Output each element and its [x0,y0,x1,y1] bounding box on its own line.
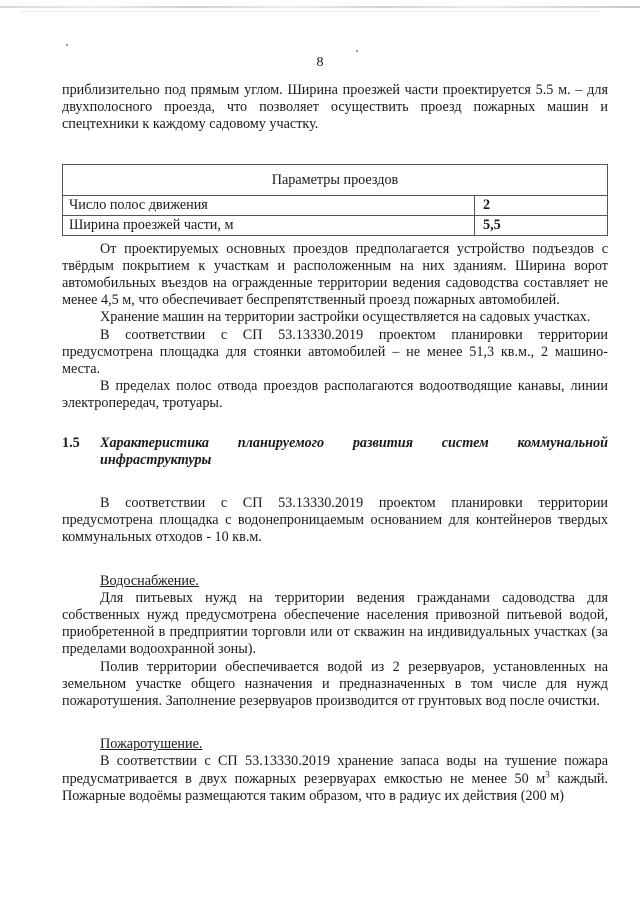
section-number: 1.5 [62,434,80,451]
cubic-superscript: 3 [545,768,550,779]
intro-paragraph: приблизительно под прямым углом. Ширина проезжей части проектируется 5.5 м. – для двухполосного проезда, что позволяет осуществить проезд пожарных машин и спецтехники к каждому садовому участку. [62,82,608,133]
section-heading [62,435,608,469]
scan-speck [66,44,68,46]
document-body [62,82,608,805]
paragraph-access-roads: От проектируемых основных проездов предполагается устройство подъездов с твёрдым покрытием к участкам и расположенным на них зданиям. Ширина ворот автомобильных въездов на огражденные территории ведения садоводства составляет не менее 4,5 м, что обеспечивает беспрепятственный проезд пожарных автомобилей. [62,240,608,309]
table-cell-label: Ширина проезжей части, м [63,215,475,235]
scan-artifact-top-faint [20,11,600,12]
paragraph-right-of-way: В пределах полос отвода проездов располагаются водоотводящие канавы, линии электропередач, тротуары. [62,378,608,412]
section-title: Характеристика планируемого развития систем коммунальной инфраструктуры [100,434,608,468]
water-supply-heading: Водоснабжение. [100,572,199,589]
fire-fighting-heading: Пожаротушение. [100,736,203,753]
paragraph-waste-site: В соответствии с СП 53.13330.2019 проектом планировки территории предусмотрена площадка с водонепроницаемым основанием для контейнеров твердых коммунальных отходов - 10 кв.м. [62,495,608,546]
table-cell-label: Число полос движения [63,195,475,215]
scan-artifact-top [0,6,640,8]
table-title: Параметры проездов [63,164,608,195]
table-cell-value: 5,5 [475,215,608,235]
table-row [63,215,608,235]
parameters-table [62,164,608,236]
fire-text-end: каждый. Пожарные водоёмы размещаются таким образом, что в радиус их действия (200 м) [62,770,608,804]
paragraph-fire-reservoirs [62,753,608,805]
paragraph-parking: В соответствии с СП 53.13330.2019 проектом планировки территории предусмотрена площадка для стоянки автомобилей – не менее 51,3 кв.м., 2 машино-места. [62,326,608,378]
scan-speck [356,50,358,52]
table-row [63,195,608,215]
table-header-row [63,164,608,195]
paragraph-car-storage: Хранение машин на территории застройки осуществляется на садовых участках. [100,309,591,326]
fire-text-start: В соответствии с СП 53.13330.2019 хранение запаса воды на тушение пожара предусматривается в двух пожарных резервуарах емкостью не менее 50 м [62,753,608,787]
paragraph-drinking-water: Для питьевых нужд на территории ведения гражданами садоводства для собственных нужд предусмотрена обеспечение населения привозной питьевой водой, приобретенной в предприятии торговли или от скважин на индивидуальных участках (за пределами водоохранной зоны). [62,589,608,658]
paragraph-irrigation: Полив территории обеспечивается водой из 2 резервуаров, установленных на земельном участке общего назначения и предназначенных в том числе для нужд пожаротушения. Заполнение резервуаров производится от грунтовых вод после очистки. [62,658,608,710]
table-cell-value: 2 [475,195,608,215]
page-number: 8 [316,55,324,70]
